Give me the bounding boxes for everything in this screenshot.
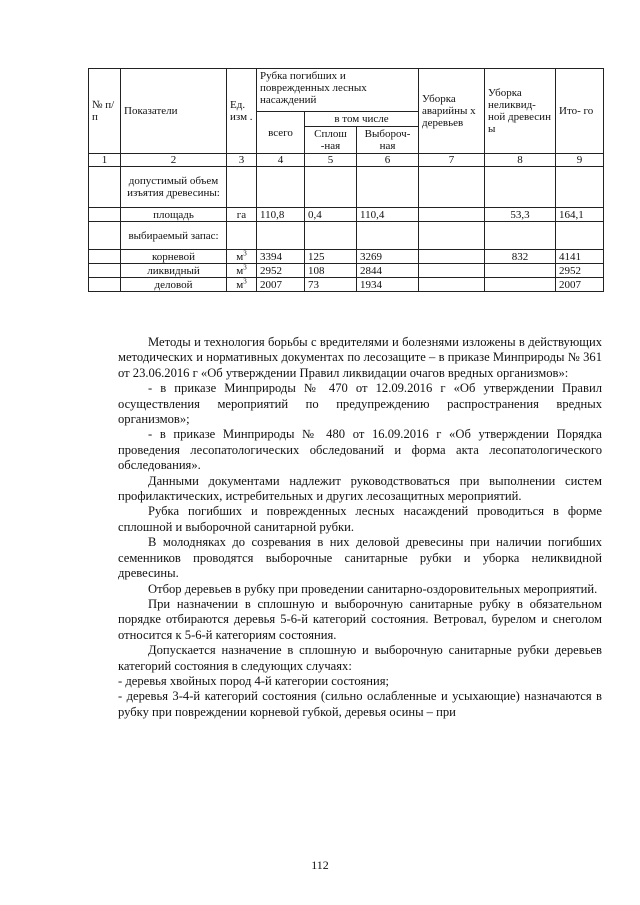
row-illiquid — [485, 278, 556, 292]
col-number: 4 — [257, 154, 305, 167]
row-selective: 2844 — [357, 264, 419, 278]
header-illiquid: Уборка неликвид- ной древесин ы — [485, 69, 556, 154]
row-total: 3394 — [257, 250, 305, 264]
row-selective: 3269 — [357, 250, 419, 264]
col-number: 6 — [357, 154, 419, 167]
row-solid: 73 — [305, 278, 357, 292]
paragraph: - в приказе Минприроды № 470 от 12.09.2016 г «Об утверждении Правил осуществления мероприятий по предупреждению распространения вредных организмов»; — [118, 381, 602, 427]
row-name: ликвидный — [121, 264, 227, 278]
paragraph: При назначении в сплошную и выборочную санитарные рубку в обязательном порядке отбираются деревья 5-6-й категорий состояния. Ветровал, бурелом и снеголом относится к 5-6-й категориям состояния. — [118, 596, 602, 642]
paragraph: Допускается назначение в сплошную и выборочную санитарные рубки деревьев категорий состояния в следующих случаях: — [118, 643, 602, 673]
col-number: 2 — [121, 154, 227, 167]
table-row — [89, 167, 604, 208]
table-row — [89, 222, 604, 250]
header-unit: Ед. изм . — [227, 69, 257, 154]
row-solid: 108 — [305, 264, 357, 278]
paragraph: - в приказе Минприроды № 480 от 16.09.2016 г «Об утверждении Порядка проведения лесопатологических обследований и форма акта лесопатологического обследования». — [118, 427, 602, 473]
header-total: всего — [257, 112, 305, 154]
row-sum: 164,1 — [556, 208, 604, 222]
row-illiquid: 53,3 — [485, 208, 556, 222]
header-incl: в том числе — [305, 112, 419, 127]
table-row — [89, 208, 604, 222]
paragraph: - деревья 3-4-й категорий состояния (сильно ослабленные и усыхающие) назначаются в рубку при повреждении корневой губкой, деревья осины – при — [118, 689, 602, 719]
col-number: 1 — [89, 154, 121, 167]
col-number: 9 — [556, 154, 604, 167]
header-felling: Рубка погибших и поврежденных лесных насаждений — [257, 69, 419, 112]
header-solid: Сплош -ная — [305, 127, 357, 154]
row-solid: 0,4 — [305, 208, 357, 222]
row-emergency — [419, 250, 485, 264]
row-unit: га — [227, 208, 257, 222]
row-selective: 110,4 — [357, 208, 419, 222]
row-unit: $м^3$ — [227, 278, 257, 292]
table-header-row — [89, 69, 604, 112]
header-num: № п/ п — [89, 69, 121, 154]
row-sum: 4141 — [556, 250, 604, 264]
paragraph: В молодняках до созревания в них деловой древесины при наличии погибших семенников проводятся выборочные санитарные рубки и уборка неликвидной древесины. — [118, 535, 602, 581]
row-total: 2952 — [257, 264, 305, 278]
row-name: допустимый объем изъятия древесины: — [121, 167, 227, 208]
table-row — [89, 250, 604, 264]
header-indicators: Показатели — [121, 69, 227, 154]
row-solid: 125 — [305, 250, 357, 264]
row-selective: 1934 — [357, 278, 419, 292]
row-total: 110,8 — [257, 208, 305, 222]
row-sum: 2007 — [556, 278, 604, 292]
header-sum: Ито- го — [556, 69, 604, 154]
row-emergency — [419, 278, 485, 292]
row-name: площадь — [121, 208, 227, 222]
forest-table-container — [88, 68, 603, 292]
paragraph: - деревья хвойных пород 4-й категории состояния; — [118, 673, 390, 688]
row-illiquid — [485, 264, 556, 278]
column-number-row — [89, 154, 604, 167]
paragraph: Отбор деревьев в рубку при проведении санитарно-оздоровительных мероприятий. — [148, 581, 598, 596]
col-number: 8 — [485, 154, 556, 167]
col-number: 5 — [305, 154, 357, 167]
paragraph: Рубка погибших и поврежденных лесных насаждений проводиться в форме сплошной и выборочной санитарной рубки. — [118, 504, 602, 534]
row-total: 2007 — [257, 278, 305, 292]
header-emergency: Уборка аварийны х деревьев — [419, 69, 485, 154]
row-illiquid: 832 — [485, 250, 556, 264]
table-row — [89, 278, 604, 292]
row-unit: $м^3$ — [227, 264, 257, 278]
paragraph: Данными документами надлежит руководствоваться при выполнении систем профилактических, истребительных и других лесозащитных мероприятий. — [118, 473, 602, 504]
row-name: деловой — [121, 278, 227, 292]
header-selective: Выбороч- ная — [357, 127, 419, 154]
row-emergency — [419, 208, 485, 222]
body-text — [118, 335, 602, 720]
table-row — [89, 264, 604, 278]
col-number: 7 — [419, 154, 485, 167]
row-unit: $м^3$ — [227, 250, 257, 264]
row-sum: 2952 — [556, 264, 604, 278]
page-number: 112 — [311, 858, 329, 872]
felling-volume-table — [88, 68, 604, 292]
row-name: выбираемый запас: — [121, 222, 227, 250]
row-name: корневой — [121, 250, 227, 264]
paragraph: Методы и технология борьбы с вредителями и болезнями изложены в действующих методических и нормативных документах по лесозащите – в приказе Минприроды № 361 от 23.06.2016 г «Об утверждении Правил ликвидации очагов вредных организмов»: — [118, 335, 602, 380]
row-emergency — [419, 264, 485, 278]
col-number: 3 — [227, 154, 257, 167]
